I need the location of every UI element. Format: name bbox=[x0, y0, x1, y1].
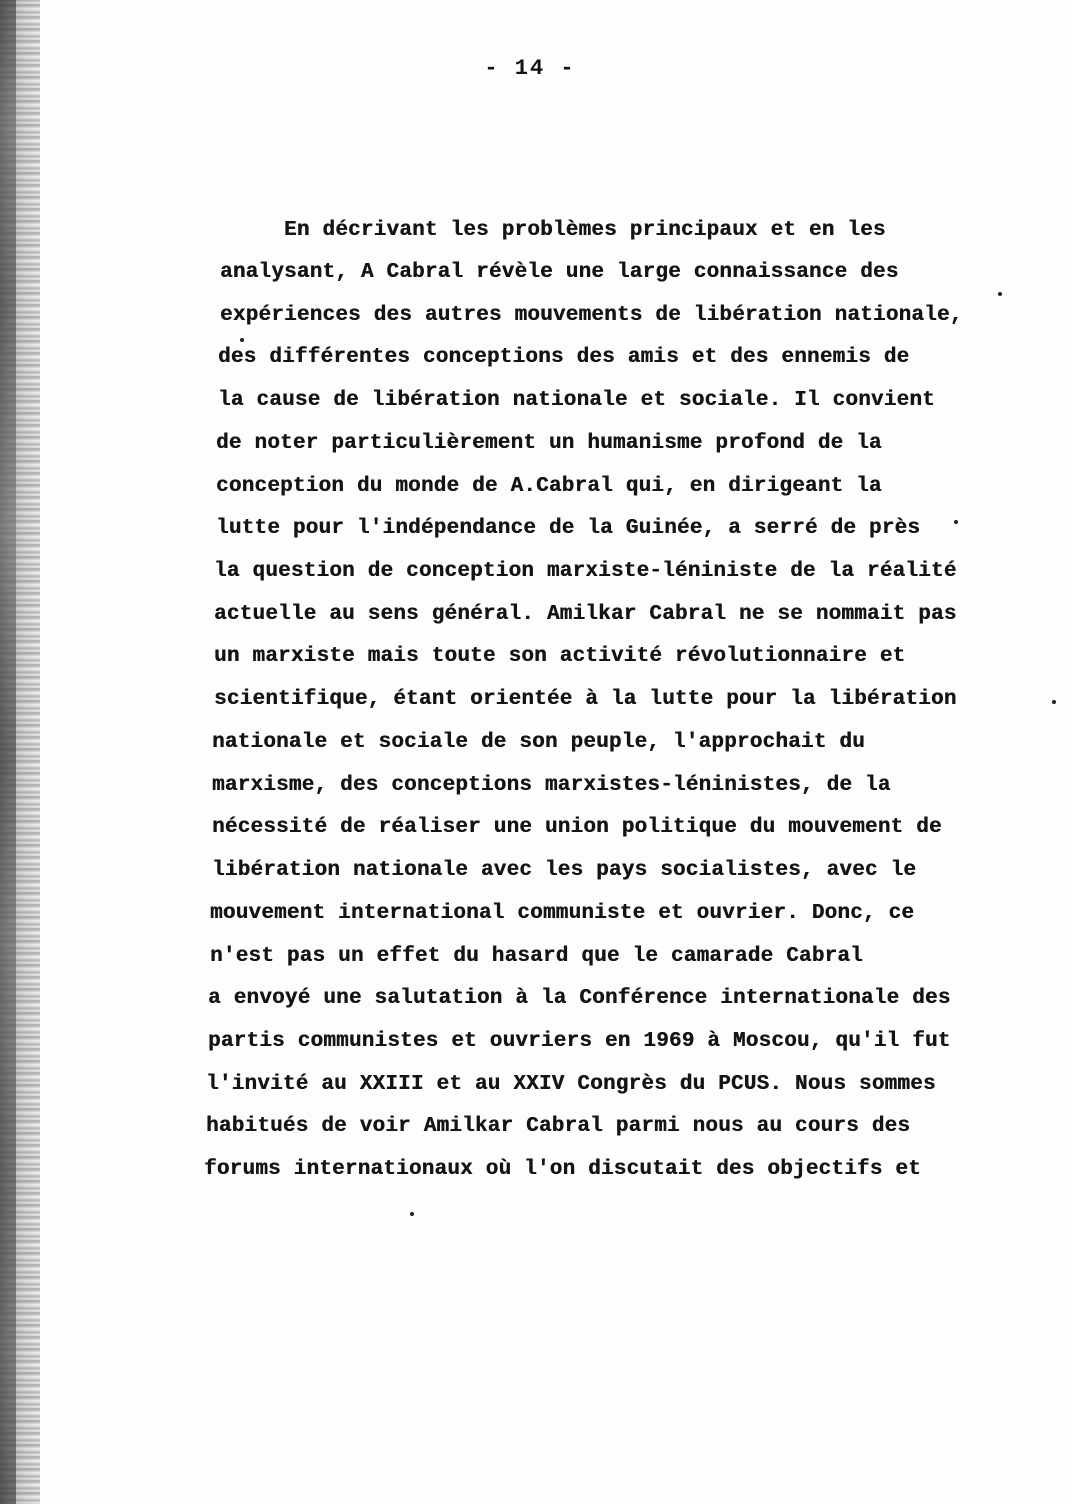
scan-binding-shadow bbox=[0, 0, 16, 1504]
text-line: la question de conception marxiste-léniniste de la réalité bbox=[214, 560, 957, 583]
scan-speck bbox=[954, 520, 958, 524]
text-line: En décrivant les problèmes principaux et en les bbox=[284, 219, 886, 242]
text-line: de noter particulièrement un humanisme profond de la bbox=[216, 432, 882, 455]
text-line: marxisme, des conceptions marxistes-léninistes, de la bbox=[212, 774, 891, 797]
scan-speck bbox=[1052, 700, 1056, 704]
text-line: actuelle au sens général. Amilkar Cabral ne se nommait pas bbox=[214, 603, 957, 626]
text-line: expériences des autres mouvements de libération nationale, bbox=[220, 304, 963, 327]
text-line: forums internationaux où l'on discutait des objectifs et bbox=[204, 1158, 921, 1181]
text-line: un marxiste mais toute son activité révolutionnaire et bbox=[214, 645, 906, 668]
text-line: mouvement international communiste et ouvrier. Donc, ce bbox=[210, 902, 915, 925]
text-line: la cause de libération nationale et sociale. Il convient bbox=[218, 389, 935, 412]
text-line: a envoyé une salutation à la Conférence internationale des bbox=[208, 987, 951, 1010]
text-line: des différentes conceptions des amis et des ennemis de bbox=[218, 346, 910, 369]
text-line: habitués de voir Amilkar Cabral parmi nous au cours des bbox=[206, 1115, 911, 1138]
text-line: libération nationale avec les pays socialistes, avec le bbox=[212, 859, 917, 882]
scan-speck bbox=[240, 338, 244, 342]
text-line: conception du monde de A.Cabral qui, en dirigeant la bbox=[216, 475, 882, 498]
text-line: nécessité de réaliser une union politique du mouvement de bbox=[212, 816, 942, 839]
scan-speck bbox=[998, 292, 1002, 296]
text-line: lutte pour l'indépendance de la Guinée, a serré de près bbox=[216, 517, 921, 540]
scan-speck bbox=[410, 1212, 414, 1216]
text-line: nationale et sociale de son peuple, l'approchait du bbox=[212, 731, 865, 754]
page-number: - 14 - bbox=[484, 56, 576, 81]
text-line: n'est pas un effet du hasard que le camarade Cabral bbox=[210, 945, 863, 968]
text-line: analysant, A Cabral révèle une large connaissance des bbox=[220, 261, 899, 284]
text-line: partis communistes et ouvriers en 1969 à Moscou, qu'il fut bbox=[208, 1030, 951, 1053]
text-line: scientifique, étant orientée à la lutte pour la libération bbox=[214, 688, 957, 711]
text-line: l'invité au XXIII et au XXIV Congrès du PCUS. Nous sommes bbox=[206, 1073, 936, 1096]
